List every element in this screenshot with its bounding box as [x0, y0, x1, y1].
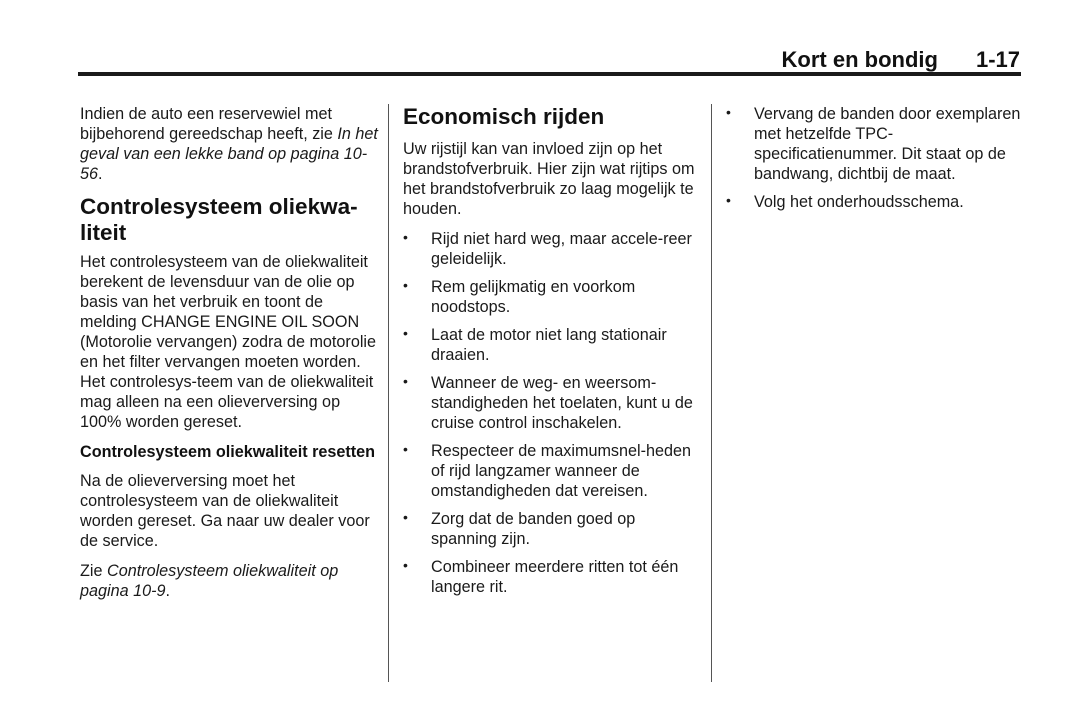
cross-reference-link[interactable]: In het geval van een lekke band op pagina 10-56 [80, 125, 378, 183]
list-item: • Volg het onderhoudsschema. [726, 192, 964, 211]
oil-life-body: Het controlesysteem van de oliekwaliteit berekent de levensduur van de olie op basis van het verbruik en toont de melding CHANGE ENGINE OIL SOON (Motorolie vervangen) zodra de motorolie en het filter vervangen moeten worden. Het controlesys-teem van de oliekwaliteit mag alleen na een olieverversing op 100% worden gereset. [80, 253, 377, 431]
tips-list [726, 104, 1026, 212]
see-reference: Zie Controlesysteem oliekwaliteit op pagina 10-9. [80, 562, 339, 600]
tips-list [403, 229, 703, 597]
bullet-icon: • [726, 192, 731, 208]
bullet-icon: • [403, 277, 408, 293]
bullet-icon: • [726, 104, 731, 120]
bullet-icon: • [403, 441, 408, 457]
header-rule [78, 72, 1021, 76]
list-item: • Wanneer de weg- en weersom-standigheden het toelaten, kunt u de cruise control inschakelen. [403, 373, 693, 432]
list-item: • Vervang de banden door exemplaren met hetzelfde TPC-specificatienummer. Dit staat op de bandwang, dichtbij de maat. [726, 104, 1021, 183]
intro-paragraph: Indien de auto een reservewiel met bijbehorend gereedschap heeft, zie In het geval van een lekke band op pagina 10-56. [80, 105, 378, 183]
list-item: • Rem gelijkmatig en voorkom noodstops. [403, 277, 636, 316]
list-item: • Combineer meerdere ritten tot één langere rit. [403, 557, 679, 596]
reset-body: Na de olieverversing moet het controlesysteem van de oliekwaliteit worden gereset. Ga naar uw dealer voor de service. [80, 472, 370, 550]
list-item: • Rijd niet hard weg, maar accele-reer geleidelijk. [403, 229, 692, 268]
column-left [80, 104, 378, 611]
economy-intro: Uw rijstijl kan van invloed zijn op het brandstofverbruik. Hier zijn wat rijtips om het brandstofverbruik zo laag mogelijk te houden. [403, 140, 695, 218]
list-item: • Zorg dat de banden goed op spanning zijn. [403, 509, 636, 548]
oil-life-heading: Controlesysteem oliekwa-liteit [80, 194, 358, 245]
page-number: 1-17 [975, 47, 1020, 72]
economy-heading: Economisch rijden [403, 104, 605, 129]
reset-subheading: Controlesysteem oliekwaliteit resetten [80, 443, 376, 461]
column-divider [711, 104, 712, 682]
cross-reference-link[interactable]: Controlesysteem oliekwaliteit op pagina 10-9 [80, 562, 339, 600]
bullet-icon: • [403, 229, 408, 245]
column-middle [403, 104, 703, 605]
column-right [726, 104, 1026, 220]
bullet-icon: • [403, 557, 408, 573]
bullet-icon: • [403, 373, 408, 389]
section-title: Kort en bondig [781, 47, 938, 72]
column-divider [388, 104, 389, 682]
list-item: • Respecteer de maximumsnel-heden of rijd langzamer wanneer de omstandigheden dat vereisen. [403, 441, 692, 500]
bullet-icon: • [403, 325, 408, 341]
page-header [782, 47, 1020, 73]
bullet-icon: • [403, 509, 408, 525]
list-item: • Laat de motor niet lang stationair draaien. [403, 325, 667, 364]
